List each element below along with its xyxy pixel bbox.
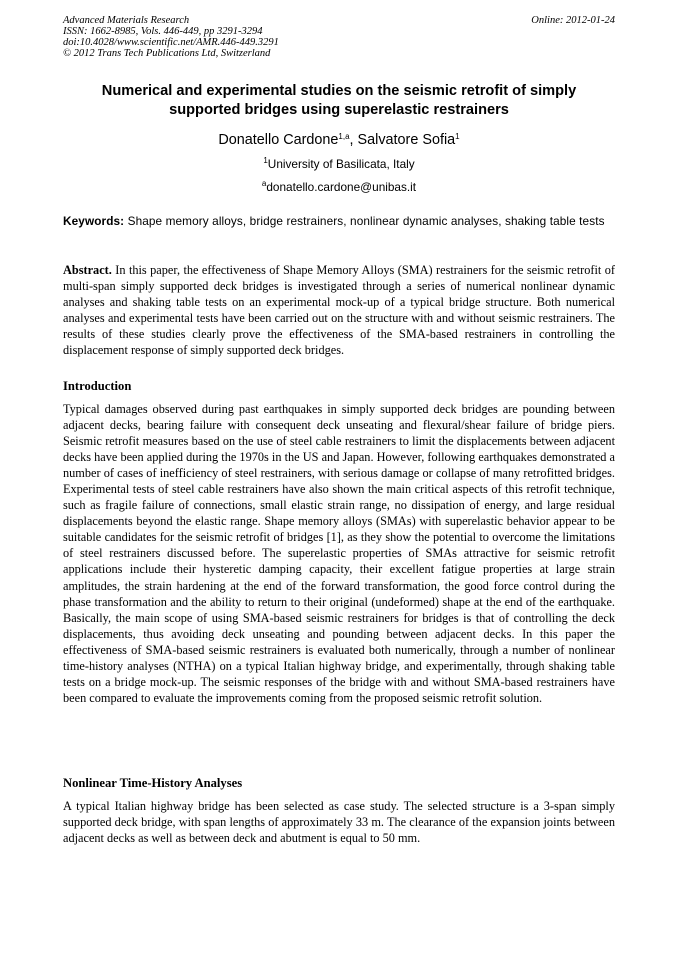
keywords-text: Shape memory alloys, bridge restrainers, nonlinear dynamic analyses, shaking table tests bbox=[124, 214, 605, 228]
online-date: Online: 2012-01-24 bbox=[531, 15, 615, 26]
author-affiliation-marker: 1 bbox=[455, 132, 460, 141]
keywords-block bbox=[63, 213, 615, 229]
email-marker: a bbox=[261, 179, 267, 188]
author-email bbox=[63, 180, 615, 194]
title-line-2: supported bridges using superelastic restrainers bbox=[169, 102, 509, 118]
doi-line: doi:10.4028/www.scientific.net/AMR.446-449.3291 bbox=[63, 37, 279, 48]
author-list bbox=[63, 131, 615, 149]
author-name: Salvatore Sofia bbox=[357, 132, 456, 148]
author-affiliation-marker: 1,a bbox=[338, 132, 350, 141]
affiliation bbox=[63, 157, 615, 171]
title-line-1: Numerical and experimental studies on the seismic retrofit of simply bbox=[101, 83, 577, 99]
introduction-paragraph: Typical damages observed during past earthquakes in simply supported deck bridges are pounding between adjacent decks, bearing failure with consequent deck unseating and flexural/shear failure of bridge piers. Seismic retrofit measures based on the use of steel cable restrainers to limit the displacements between adjacent decks have been applied during the 1970s in the US and Japan. However, following earthquakes demonstrated a number of cases of inefficiency of steel restrainers, with serious damage or collapse of many retrofitted bridges. Experimental tests of steel cable restrainers have also shown the main critical aspects of this retrofit technique, such as fragile failure of connections, small elastic strain range, no dissipation of energy, and large residual displacements beyond the elastic range. Shape memory alloys (SMAs) with superelastic behavior appear to be suitable candidates for the seismic retrofit of bridges [1], as they show the potential to overcome the limitations of steel restrainers discussed before. The superelastic properties of SMAs attractive for seismic retrofit applications include their hysteretic damping capacity, their excellent fatigue properties at large strain amplitudes, the strain hardening at the end of the forward transformation, the good force control during the phase transformation and the ability to return to their original (undeformed) shape at the end of the earthquake. Basically, the main scope of using SMA-based seismic restrainers for bridges is that of controlling the deck displacements, thus avoiding deck unseating and pounding between adjacent decks. In this paper the effectiveness of SMA-based seismic restrainers is evaluated both numerically, through a number of nonlinear time-history analyses (NTHA) on a typical Italian highway bridge, and experimentally, through shaking table tests on a bridge mock-up. The seismic responses of the bridge with and without SMA-based restrainers have been compared to evaluate the improvements coming from the proposed seismic retrofit solution. bbox=[63, 402, 615, 705]
email-text: donatello.cardone@unibas.it bbox=[266, 180, 417, 194]
journal-name: Advanced Materials Research bbox=[63, 15, 190, 26]
journal-header bbox=[63, 15, 615, 59]
keywords-label: Keywords: bbox=[63, 214, 125, 228]
section-heading-nonlinear-analyses: Nonlinear Time-History Analyses bbox=[63, 776, 243, 790]
nonlinear-analyses-paragraph: A typical Italian highway bridge has been selected as case study. The selected structure is a 3-span simply supported deck bridge, with span lengths of approximately 33 m. The clearance of the expansion joints between adjacent decks as well as between deck and abutment is equal to 50 mm. bbox=[63, 799, 615, 846]
abstract-paragraph bbox=[63, 262, 615, 358]
issn-line: ISSN: 1662-8985, Vols. 446-449, pp 3291-3294 bbox=[63, 26, 263, 37]
affiliation-marker: 1 bbox=[263, 156, 268, 165]
section-heading-introduction: Introduction bbox=[63, 379, 132, 393]
abstract-label: Abstract. bbox=[63, 263, 112, 277]
author-separator: , bbox=[349, 132, 358, 148]
copyright-line: © 2012 Trans Tech Publications Ltd, Switzerland bbox=[63, 48, 271, 59]
affiliation-text: University of Basilicata, Italy bbox=[267, 157, 415, 171]
paper-title bbox=[63, 82, 615, 120]
author-name: Donatello Cardone bbox=[218, 132, 339, 148]
abstract-text: In this paper, the effectiveness of Shape Memory Alloys (SMA) restrainers for the seismic retrofit of multi-span simply supported deck bridges is investigated through a series of numerical nonlinear dynamic analyses and shaking table tests on an experimental mock-up of a typical bridge structure. Both numerical analyses and experimental tests have been carried out on the structure with and without seismic restrainers. The results of these studies clearly prove the effectiveness of the SMA-based restrainers in controlling the displacement response of simply supported deck bridges. bbox=[63, 263, 615, 358]
